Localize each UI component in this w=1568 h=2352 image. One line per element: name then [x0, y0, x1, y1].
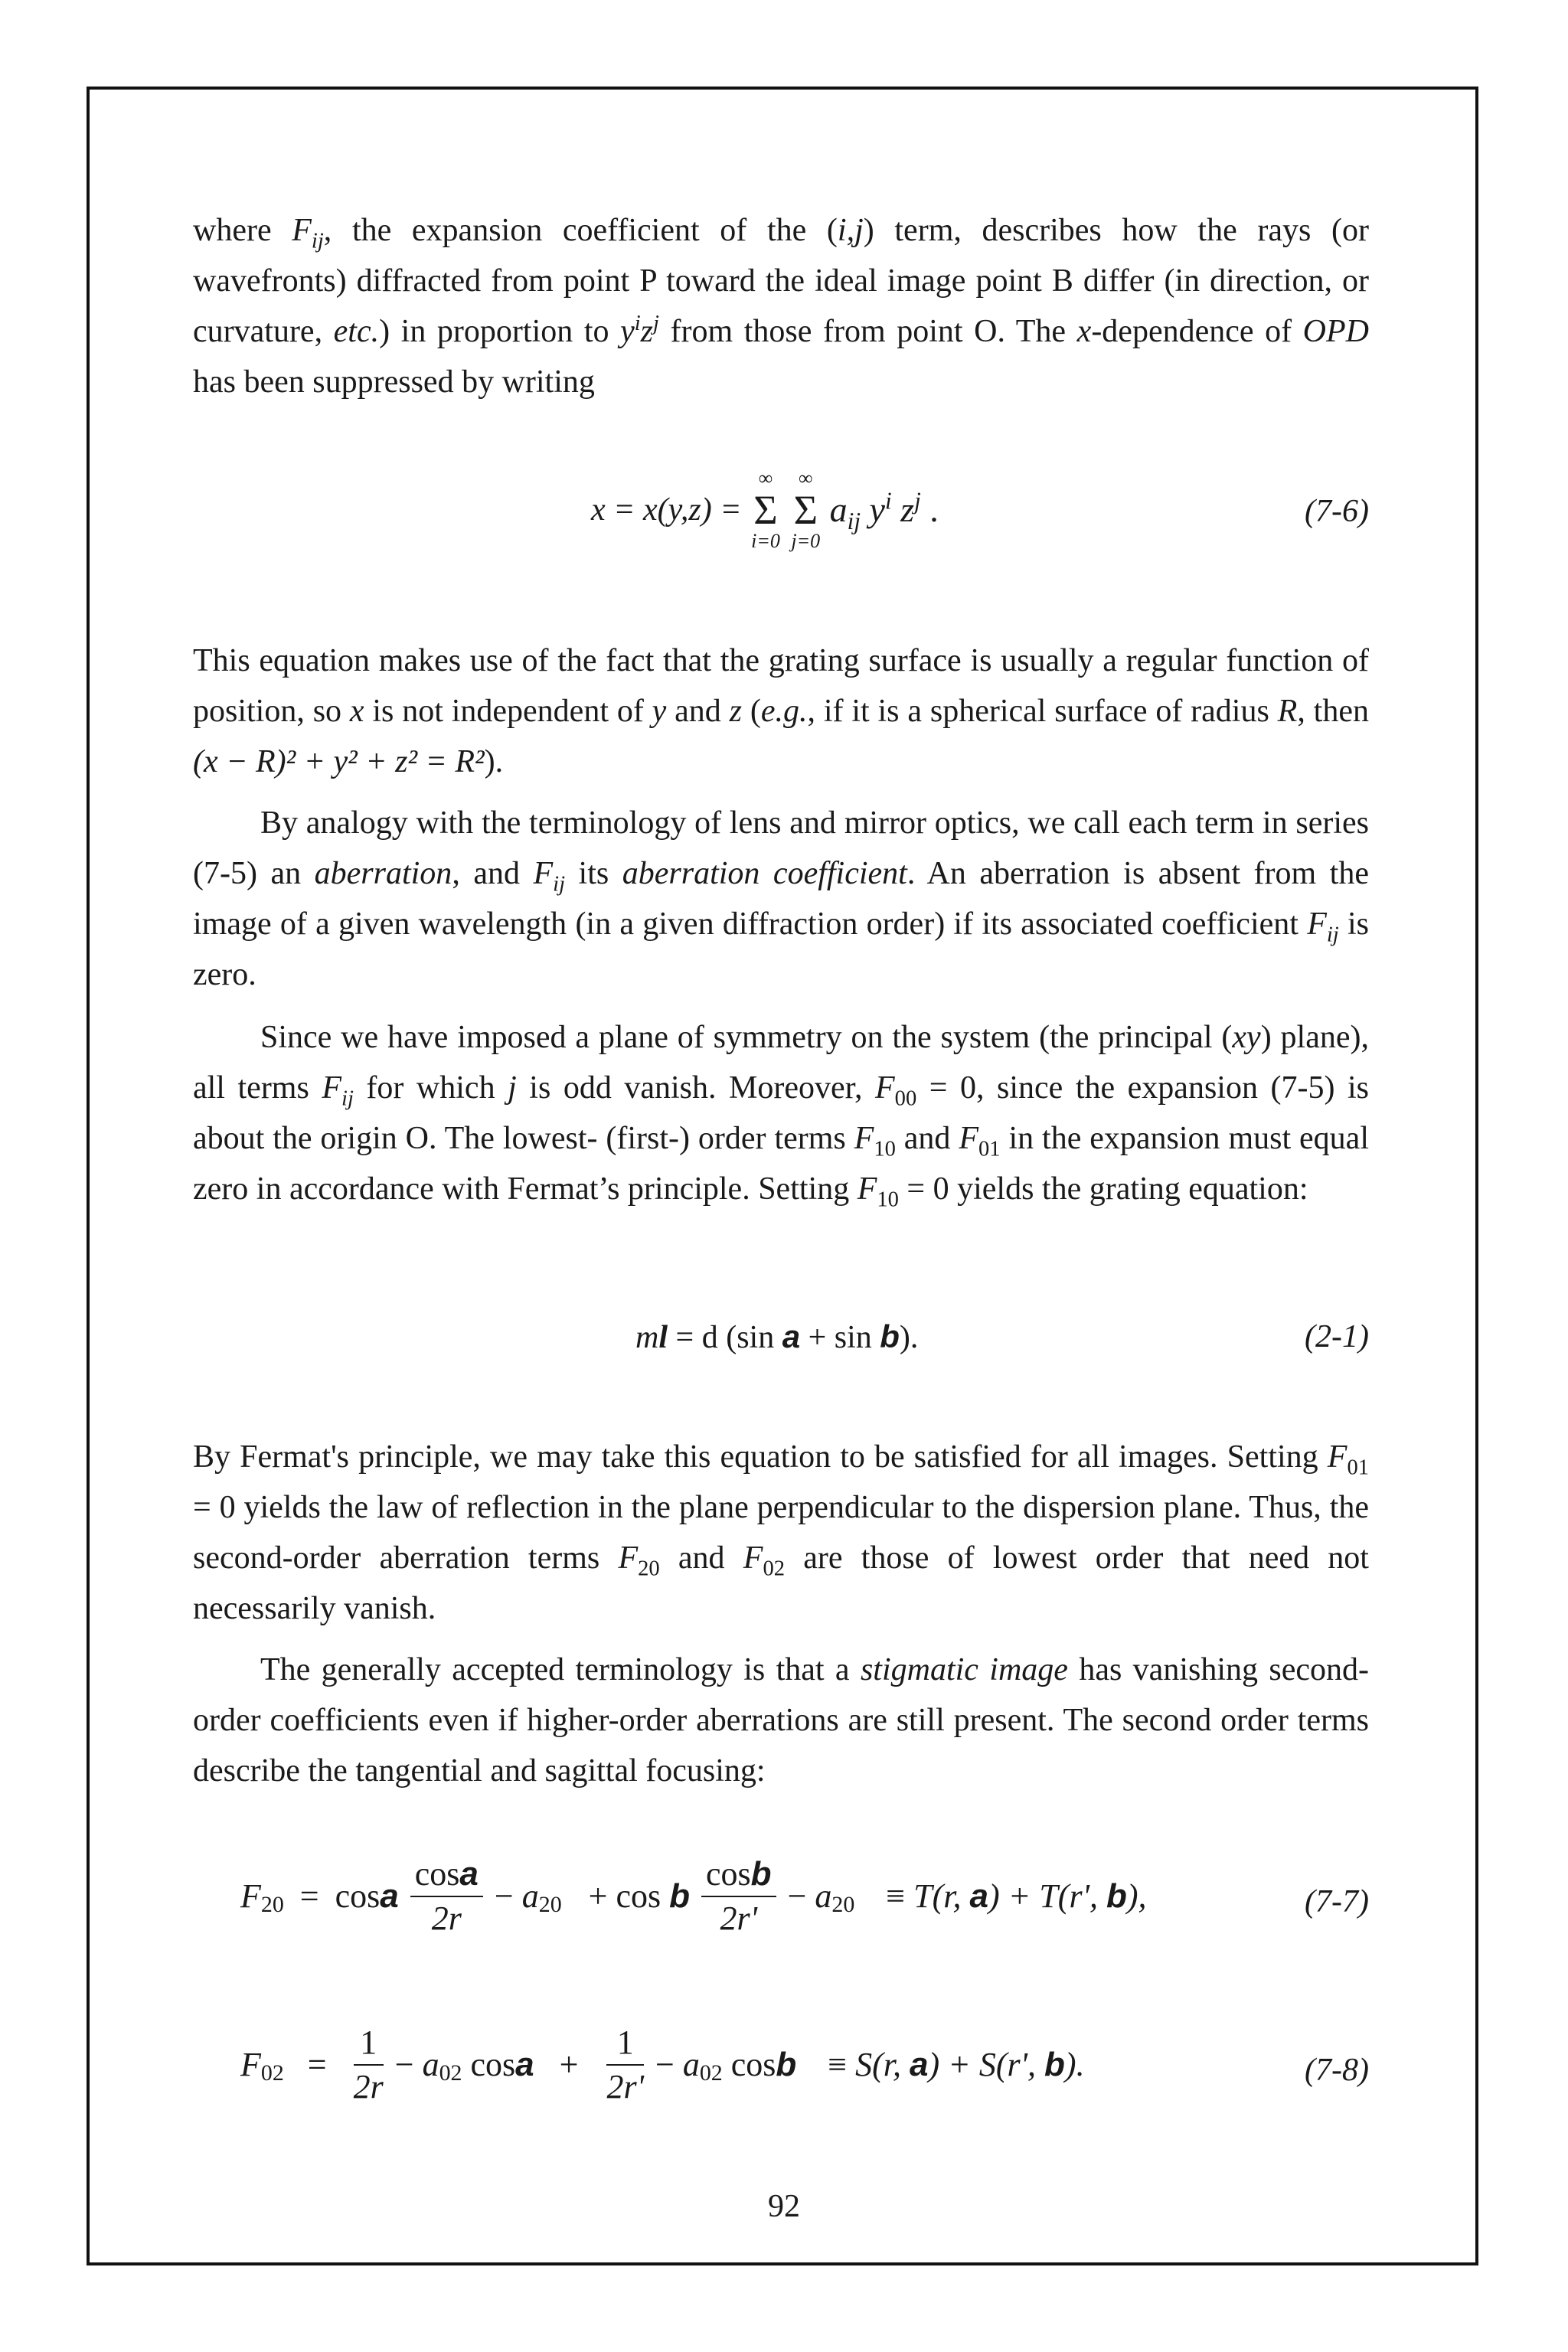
var: R	[1277, 694, 1298, 729]
equation-number: (7-7)	[1305, 1884, 1369, 1919]
var: F	[1327, 1439, 1348, 1475]
text: ) + T(r',	[988, 1877, 1106, 1915]
identical: ≡	[886, 1877, 906, 1915]
equation-7-7	[193, 1853, 1369, 1952]
text: ).	[484, 744, 504, 779]
var: j	[508, 1070, 517, 1106]
beta: b	[1044, 2046, 1065, 2083]
sup: j	[914, 487, 921, 514]
minus: −	[394, 2046, 414, 2083]
text-italic: aberration coefficient	[622, 856, 907, 891]
text: The generally accepted terminology is that a	[260, 1652, 861, 1687]
denominator: 2r'	[720, 1900, 758, 1937]
text: (	[742, 694, 761, 729]
text: S(r,	[855, 2046, 910, 2083]
upper-limit: ∞	[799, 467, 813, 489]
var: F	[322, 1070, 342, 1106]
sub: 02	[439, 2060, 462, 2086]
text: , and	[452, 856, 534, 891]
text: , if it is a spherical surface of radius	[807, 694, 1278, 729]
upper-limit: ∞	[758, 467, 773, 489]
numerator: 1	[606, 2021, 644, 2066]
cos: cos	[470, 2046, 516, 2083]
denominator: 2r	[353, 2068, 384, 2105]
sub: 02	[763, 1557, 785, 1581]
var: a	[422, 2046, 439, 2083]
text: -dependence of	[1091, 314, 1303, 349]
sub: ij	[341, 1086, 354, 1111]
sum-j	[791, 467, 820, 553]
var: F	[857, 1171, 877, 1207]
var: z	[900, 490, 915, 529]
equation-7-8	[193, 2021, 1369, 2121]
var: y	[869, 490, 885, 529]
alpha: a	[515, 2046, 534, 2083]
text: for which	[353, 1070, 508, 1106]
equation-number: (7-8)	[1305, 2053, 1369, 2088]
var: i,j	[837, 213, 864, 248]
alpha: a	[459, 1855, 479, 1893]
text: from those from point O. The	[658, 314, 1077, 349]
var: xy	[1232, 1020, 1261, 1055]
plus: +	[588, 1877, 608, 1915]
var: F	[240, 1877, 261, 1915]
equals: =	[299, 1877, 319, 1915]
text: its	[565, 856, 622, 891]
paragraph-5	[193, 1432, 1369, 1634]
sphere-formula: (x − R)² + y² + z² = R²	[193, 744, 485, 779]
text-italic: e.g.	[760, 694, 808, 729]
sub: ij	[847, 508, 861, 535]
sigma: Σ	[793, 487, 818, 533]
paragraph-3	[193, 798, 1369, 1000]
sub: 00	[894, 1086, 917, 1111]
var: F	[854, 1121, 874, 1156]
cos: cos	[414, 1855, 460, 1893]
var: F	[292, 213, 312, 248]
text: has vanishing second-order coefficients even if higher-order aberrations are still present. The second order terms describe the tangential and sagittal focusing:	[193, 1652, 1369, 1788]
lower-limit: i=0	[751, 530, 780, 552]
equation-number: (7-6)	[1305, 494, 1369, 529]
sub: ij	[311, 229, 324, 253]
text: in the expansion must equal zero in accordance with Fermat’s principle. Setting	[193, 1121, 1369, 1207]
text: = d (sin	[668, 1320, 782, 1355]
sub: 02	[699, 2060, 723, 2086]
text: By Fermat's principle, we may take this equation to be satisfied for all images. Setting	[193, 1439, 1328, 1475]
paragraph-4	[193, 1012, 1369, 1214]
text: ) + S(r',	[928, 2046, 1045, 2083]
eq-lhs: x = x(y,z) =	[591, 492, 742, 528]
paragraph-2	[193, 635, 1369, 787]
numerator: 1	[354, 2021, 384, 2066]
var: a	[829, 490, 848, 529]
text: Since we have imposed a plane of symmetry on the system (the principal (	[260, 1020, 1233, 1055]
text: = 0 yields the law of reflection in the plane perpendicular to the dispersion plane. Thus, the second-order aberration terms	[193, 1490, 1369, 1576]
beta: b	[776, 2046, 797, 2083]
text: = 0, since the expansion (7-5) is about the origin O. The lowest- (first-) order terms	[193, 1070, 1369, 1156]
sub: 02	[260, 2060, 284, 2086]
var: F	[959, 1121, 978, 1156]
text: , then	[1297, 694, 1369, 729]
text: has been suppressed by writing	[193, 364, 595, 400]
text: and	[666, 694, 730, 729]
alpha: a	[380, 1877, 399, 1915]
sum-i	[751, 467, 780, 553]
alpha: a	[969, 1877, 988, 1915]
var: a	[815, 1877, 832, 1915]
sub: 20	[831, 1891, 855, 1917]
sigma: Σ	[753, 487, 778, 533]
equals: =	[307, 2046, 327, 2083]
text: . An aberration is absent from the image of a given wavelength (in a given diffraction order) if its associated coefficient	[193, 856, 1369, 942]
var: z	[640, 314, 654, 349]
sub: 20	[260, 1891, 284, 1917]
text: This equation makes use of the fact that the grating surface is usually a regular function of position, so	[193, 643, 1369, 729]
var: x	[349, 694, 364, 729]
minus: −	[494, 1877, 514, 1915]
identical: ≡	[828, 2046, 848, 2083]
sub: 01	[1347, 1455, 1369, 1480]
beta: b	[750, 1855, 772, 1893]
var: F	[240, 2046, 261, 2083]
sub: 20	[638, 1557, 660, 1581]
text: ) term, describes how the rays (or wavefronts) diffracted from point P toward the ideal image point B differ (in direction, or curvature,	[193, 213, 1369, 349]
cos: cos	[706, 1855, 751, 1893]
text: .	[929, 490, 939, 529]
denominator: 2r	[431, 1900, 462, 1937]
minus: −	[655, 2046, 675, 2083]
var: y	[652, 694, 667, 729]
var: OPD	[1302, 314, 1369, 349]
text: ).	[1064, 2046, 1085, 2083]
sub: 10	[874, 1137, 896, 1161]
sub: ij	[553, 872, 566, 897]
alpha: a	[782, 1318, 801, 1354]
text: + sin	[800, 1320, 880, 1355]
text: By analogy with the terminology of lens and mirror optics, we call each term in series (7-5) an	[193, 805, 1369, 891]
fraction-beta	[701, 1853, 776, 1940]
fraction-1-2rp	[606, 2021, 644, 2109]
sup: i	[634, 312, 641, 335]
var: m	[635, 1320, 659, 1355]
var: y	[620, 314, 635, 349]
minus: −	[787, 1877, 807, 1915]
cos: cos	[335, 1877, 381, 1915]
var: F	[533, 856, 554, 891]
paragraph-6	[193, 1645, 1369, 1796]
var: x	[1076, 314, 1092, 349]
sub: 01	[978, 1137, 1001, 1161]
var: a	[521, 1877, 539, 1915]
text: and	[895, 1121, 959, 1156]
text: is odd vanish. Moreover,	[516, 1070, 876, 1106]
equation-7-6	[193, 459, 1369, 567]
fraction-1-2r	[354, 2021, 384, 2109]
beta: b	[1106, 1877, 1127, 1915]
page-number: 92	[768, 2189, 800, 2224]
text-italic: etc.	[333, 314, 380, 349]
text: , the expansion coefficient of the (	[323, 213, 838, 248]
lambda: l	[658, 1320, 668, 1355]
text: are those of lowest order that need not necessarily vanish.	[193, 1540, 1369, 1626]
text: is zero.	[193, 906, 1369, 992]
text: ).	[899, 1320, 919, 1355]
text-italic: stigmatic image	[860, 1652, 1068, 1687]
paragraph-1	[193, 205, 1369, 407]
fraction-alpha	[410, 1853, 483, 1940]
sub: 20	[538, 1891, 562, 1917]
plus: +	[559, 2046, 579, 2083]
beta: b	[880, 1318, 900, 1354]
text: and	[659, 1540, 743, 1576]
sup: i	[884, 487, 892, 514]
cos: cos	[730, 2046, 776, 2083]
var: F	[1307, 906, 1327, 942]
lower-limit: j=0	[791, 530, 821, 552]
text: ),	[1126, 1877, 1147, 1915]
text: = 0 yields the grating equation:	[898, 1171, 1308, 1207]
denominator: 2r'	[606, 2068, 644, 2105]
var: F	[743, 1540, 763, 1576]
var: z	[729, 694, 743, 729]
var: F	[618, 1540, 639, 1576]
text-italic: aberration	[314, 856, 452, 891]
alpha: a	[910, 2046, 929, 2083]
beta: b	[669, 1877, 691, 1915]
sup: j	[653, 312, 659, 335]
text: ) plane), all terms	[193, 1020, 1369, 1106]
text: where	[193, 213, 292, 248]
var: F	[875, 1070, 895, 1106]
cos: cos	[616, 1877, 662, 1915]
sub: ij	[1326, 923, 1339, 947]
sub: 10	[877, 1187, 899, 1212]
var: a	[682, 2046, 700, 2083]
text: is not independent of	[364, 694, 652, 729]
equation-2-1	[193, 1315, 1369, 1361]
text: T(r,	[913, 1877, 970, 1915]
equation-number: (2-1)	[1305, 1319, 1369, 1354]
text: ) in proportion to	[379, 314, 621, 349]
